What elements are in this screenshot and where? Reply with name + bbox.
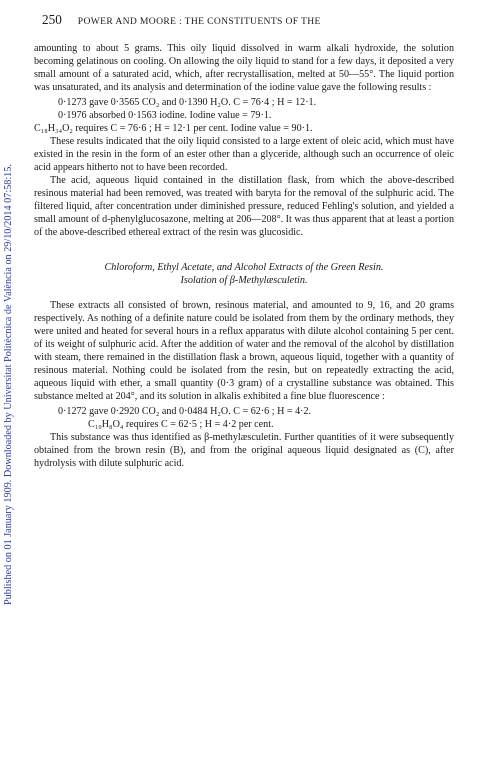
download-watermark-text: Published on 01 January 1909. Downloaded by Universitat Politècnica de València on 29/10/2014 07:58:15. xyxy=(3,164,14,606)
section-heading-line-1: Chloroform, Ethyl Acetate, and Alcohol Extracts of the Green Resin. xyxy=(104,262,384,273)
paragraph-oleic-acid: These results indicated that the oily liquid consisted to a large extent of oleic acid, which must have existed in the resin in the form of an ester other than a glyceride, although such an occurrence of oleic acid appears hitherto not to have been recorded. xyxy=(34,136,454,173)
paragraph-identification: This substance was thus identified as β-methylæsculetin. Further quantities of it were subsequently obtained from the brown resin (B), and from the original aqueous liquid designated as (C), after hydrolysis with dilute sulphuric acid. xyxy=(34,432,454,469)
journal-page xyxy=(34,12,454,470)
download-watermark xyxy=(2,40,16,730)
analysis-result-1: 0·1273 gave 0·3565 CO₂ and 0·1390 H₂O. C = 76·4 ; H = 12·1. xyxy=(58,97,317,108)
analysis-result-2: 0·1976 absorbed 0·1563 iodine. Iodine value = 79·1. xyxy=(58,110,272,121)
section-heading-line-2: Isolation of β-Methylæsculetin. xyxy=(180,275,308,286)
analysis-result-5: C₁₀H₈O₄ requires C = 62·5 ; H = 4·2 per cent. xyxy=(88,419,274,430)
page-number: 250 xyxy=(42,12,62,27)
analysis-result-4: 0·1272 gave 0·2920 CO₂ and 0·0484 H₂O. C = 62·6 ; H = 4·2. xyxy=(58,406,312,417)
running-title: POWER AND MOORE : THE CONSTITUENTS OF THE xyxy=(77,16,321,27)
paragraph-extracts: These extracts all consisted of brown, resinous material, and amounted to 9, 16, and 20 grams respectively. As nothing of a definite nature could be isolated from them by the ordinary methods, they were united and heated for several hours in a reflux apparatus with dilute alcohol containing 5 per cent. of its weight of sulphuric acid. After the addition of water and the removal of the alcohol by distillation with steam, there remained in the distillation flask a brown, aqueous liquid, together with a quantity of resinous material. Nothing could be isolated from the resin, but on repeatedly extracting the acid, aqueous liquid with ether, a small quantity (0·3 gram) of a crystalline substance was obtained. This substance melted at 204°, and its solution in alkalis exhibited a fine blue fluorescence : xyxy=(34,300,454,402)
running-head xyxy=(34,12,454,30)
section-heading xyxy=(34,261,454,287)
analysis-result-3: C₁₈H₃₄O₂ requires C = 76·6 ; H = 12·1 per cent. Iodine value = 90·1. xyxy=(34,123,313,134)
paragraph-aqueous-liquid: The acid, aqueous liquid contained in the distillation flask, from which the above-described resinous material had been removed, was treated with baryta for the removal of the sulphuric acid. The filtered liquid, after concentration under diminished pressure, reduced Fehling's solution, and yielded a small amount of d-phenylglucosazone, melting at 206—208°. It was thus apparent that at least a portion of the above-described ethereal extract of the resin was glucosidic. xyxy=(34,175,454,238)
paragraph-oily-liquid: amounting to about 5 grams. This oily liquid dissolved in warm alkali hydroxide, the solution becoming gelatinous on cooling. On allowing the oily liquid to stand for a few days, it deposited a very small amount of a saturated acid, which, after recrystallisation, melted at 50—55°. The liquid portion was unsaturated, and its analysis and determination of the iodine value gave the following results : xyxy=(34,43,454,93)
article-body xyxy=(34,42,454,470)
